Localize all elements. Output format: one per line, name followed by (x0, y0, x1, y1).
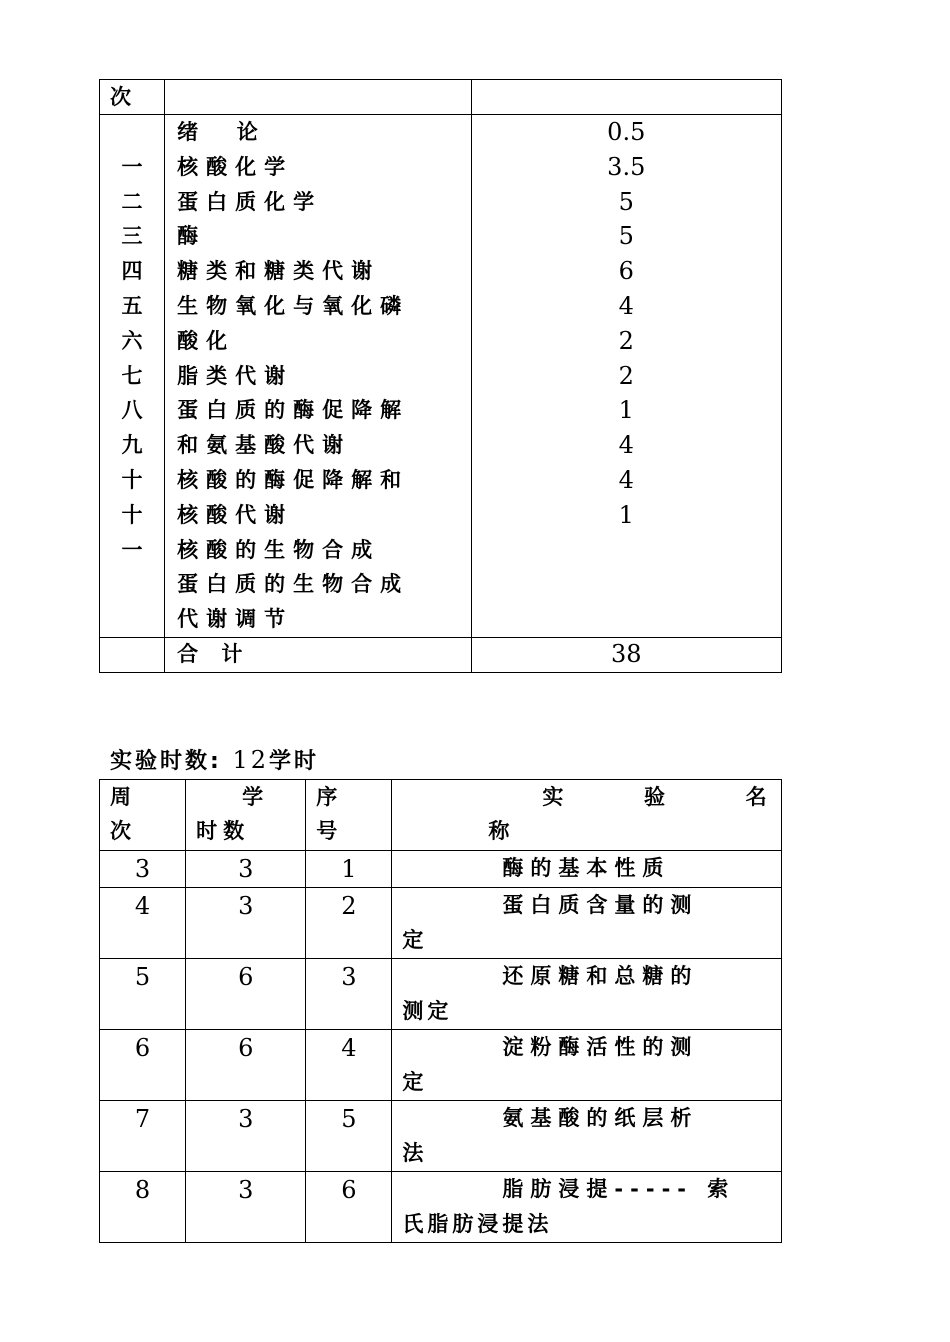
topic-line: 蛋白质的生物合成 (177, 572, 410, 597)
topic-line: 酶 (177, 224, 207, 249)
week-cell (100, 1172, 186, 1243)
chapter-numerals-cell (100, 115, 165, 638)
week-value: 5 (134, 963, 151, 991)
total-hours-cell (471, 638, 781, 673)
topic-line: 蛋白质的酶促降解 (177, 398, 410, 423)
experiment-hours-label: 实验时数 (110, 749, 211, 774)
seq-header-line2: 号 (316, 819, 338, 843)
week-cell (100, 888, 186, 959)
table-header-row (100, 780, 782, 851)
hours-value: 6 (238, 1034, 254, 1062)
experiment-hours-number: 12 (232, 746, 270, 774)
topic-line: 和氨基酸代谢 (177, 433, 352, 458)
chapter-numeral: 一 (121, 537, 143, 562)
week-value: 7 (134, 1105, 151, 1133)
table-row (100, 1030, 782, 1101)
hours-value: 1 (618, 396, 634, 425)
table-row (100, 851, 782, 888)
seq-header-line1: 序 (316, 785, 338, 809)
experiment-name-line1: 还原糖和总糖的 (502, 964, 699, 988)
chapter-numeral: 十 (121, 502, 143, 527)
hours-value: 3 (238, 1105, 254, 1133)
hours-value: 2 (618, 326, 634, 355)
hours-cell (186, 959, 306, 1030)
experiment-hours-heading (110, 744, 319, 775)
topic-line: 酸化 (177, 328, 236, 353)
hours-value: 6 (238, 963, 254, 991)
seq-cell (306, 1101, 392, 1172)
hours-cell (471, 115, 781, 638)
experiment-hours-colon: : (210, 749, 222, 774)
experiment-name-line1: 酶的基本性质 (502, 856, 671, 880)
topic-line: 核酸的生物合成 (177, 537, 381, 562)
experiment-name-line1: 蛋白质含量的测 (502, 893, 699, 917)
chapter-numeral: 十 (121, 467, 143, 492)
table-row (100, 115, 782, 638)
table-row (100, 80, 782, 115)
hours-value: 4 (618, 465, 634, 494)
experiment-name-line2: 定 (402, 1070, 428, 1094)
hours-value: 4 (618, 431, 634, 460)
hours-header-line1: 学 (242, 785, 270, 809)
week-header-line1: 周 (110, 785, 131, 809)
experiment-hours-unit: 学时 (269, 749, 320, 774)
lecture-hours-table (99, 79, 782, 673)
seq-value: 2 (341, 892, 357, 920)
chapter-numerals (100, 115, 164, 567)
chapter-header-cell (100, 80, 165, 115)
chapter-numeral: 三 (121, 224, 143, 249)
topic-line: 核酸的酶促降解和 (177, 467, 410, 492)
hours-value: 4 (618, 291, 634, 320)
seq-value: 1 (341, 855, 357, 883)
hours-value: 2 (618, 361, 634, 390)
topic-header-cell (165, 80, 471, 115)
week-header (100, 780, 186, 851)
seq-cell (306, 851, 392, 888)
seq-cell (306, 1030, 392, 1101)
experiment-name-line1: 脂肪浸提----- 索 (502, 1177, 736, 1201)
hours-value: 3.5 (607, 152, 646, 181)
chapter-numeral: 一 (121, 154, 143, 179)
week-cell (100, 959, 186, 1030)
topic-line: 生物氧化与氧化磷 (177, 293, 410, 318)
experiments-table (99, 779, 789, 1243)
hours-header (186, 780, 306, 851)
table-row (100, 888, 782, 959)
experiment-name-cell (392, 888, 782, 959)
hours-cell (186, 851, 306, 888)
topic-line: 代谢调节 (177, 607, 294, 632)
seq-cell (306, 888, 392, 959)
experiment-name-cell (392, 1172, 782, 1243)
week-cell (100, 1101, 186, 1172)
hours-cell (186, 1172, 306, 1243)
total-label: 合 计 (177, 642, 251, 666)
experiment-name-line2: 法 (402, 1141, 428, 1165)
seq-value: 5 (341, 1105, 357, 1133)
week-value: 8 (134, 1176, 151, 1204)
topic-line: 核酸代谢 (177, 502, 294, 527)
topics-cell (165, 115, 471, 638)
hours-value: 6 (618, 257, 634, 286)
hours-cell (186, 1030, 306, 1101)
hours-cell (186, 888, 306, 959)
experiment-name-cell (392, 851, 782, 888)
experiment-name-line1: 氨基酸的纸层析 (502, 1106, 699, 1130)
hours-header-line2: 时数 (196, 819, 251, 843)
chapter-numeral: 六 (121, 328, 143, 353)
chapter-header-label: 次 (110, 85, 131, 109)
experiment-name-cell (392, 1101, 782, 1172)
hours-value: 3 (238, 1176, 254, 1204)
week-header-line2: 次 (110, 819, 131, 843)
seq-value: 4 (341, 1034, 357, 1062)
hours-value: 3 (238, 855, 254, 883)
experiment-name-line1: 淀粉酶活性的测 (502, 1035, 699, 1059)
week-value: 3 (134, 855, 151, 883)
week-value: 4 (134, 892, 151, 920)
total-hours: 38 (610, 640, 642, 668)
table-row (100, 1101, 782, 1172)
week-cell (100, 851, 186, 888)
experiment-name-line2: 氏脂肪浸提法 (402, 1212, 553, 1236)
topic-line: 脂类代谢 (177, 363, 294, 388)
hours-header-cell (471, 80, 781, 115)
hours-cell (186, 1101, 306, 1172)
seq-cell (306, 959, 392, 1030)
seq-value: 3 (341, 963, 357, 991)
hours-value: 1 (618, 500, 634, 529)
table-row (100, 959, 782, 1030)
hours-value: 0.5 (607, 118, 646, 146)
experiment-name-cell (392, 959, 782, 1030)
total-label-cell (165, 638, 471, 673)
chapter-hours (472, 115, 781, 533)
topic-line: 蛋白质化学 (177, 189, 323, 214)
experiment-name-line2: 定 (402, 928, 428, 952)
experiment-name-line2: 测定 (402, 999, 453, 1023)
topic-line: 糖类和糖类代谢 (177, 259, 381, 284)
chapter-numeral: 七 (121, 363, 143, 388)
chapter-numeral: 五 (121, 293, 143, 318)
week-cell (100, 1030, 186, 1101)
name-header-line1: 实 验 名 (542, 785, 789, 809)
hours-value: 5 (618, 222, 634, 251)
topic-line: 核酸化学 (177, 154, 294, 179)
table-row (100, 1172, 782, 1243)
total-empty-cell (100, 638, 165, 673)
name-header (392, 780, 789, 851)
chapter-numeral: 九 (121, 433, 143, 458)
seq-header (306, 780, 392, 851)
chapter-numeral: 二 (121, 189, 143, 214)
table-row (100, 638, 782, 673)
chapter-numeral: 四 (121, 259, 143, 284)
chapter-numeral: 八 (121, 398, 143, 423)
seq-value: 6 (341, 1176, 357, 1204)
chapter-topics (165, 115, 470, 637)
hours-value: 3 (238, 892, 254, 920)
topic-line: 绪 论 (177, 120, 266, 144)
name-header-line2: 称 (488, 819, 510, 843)
hours-value: 5 (618, 187, 634, 216)
week-value: 6 (134, 1034, 151, 1062)
seq-cell (306, 1172, 392, 1243)
experiment-name-cell (392, 1030, 782, 1101)
